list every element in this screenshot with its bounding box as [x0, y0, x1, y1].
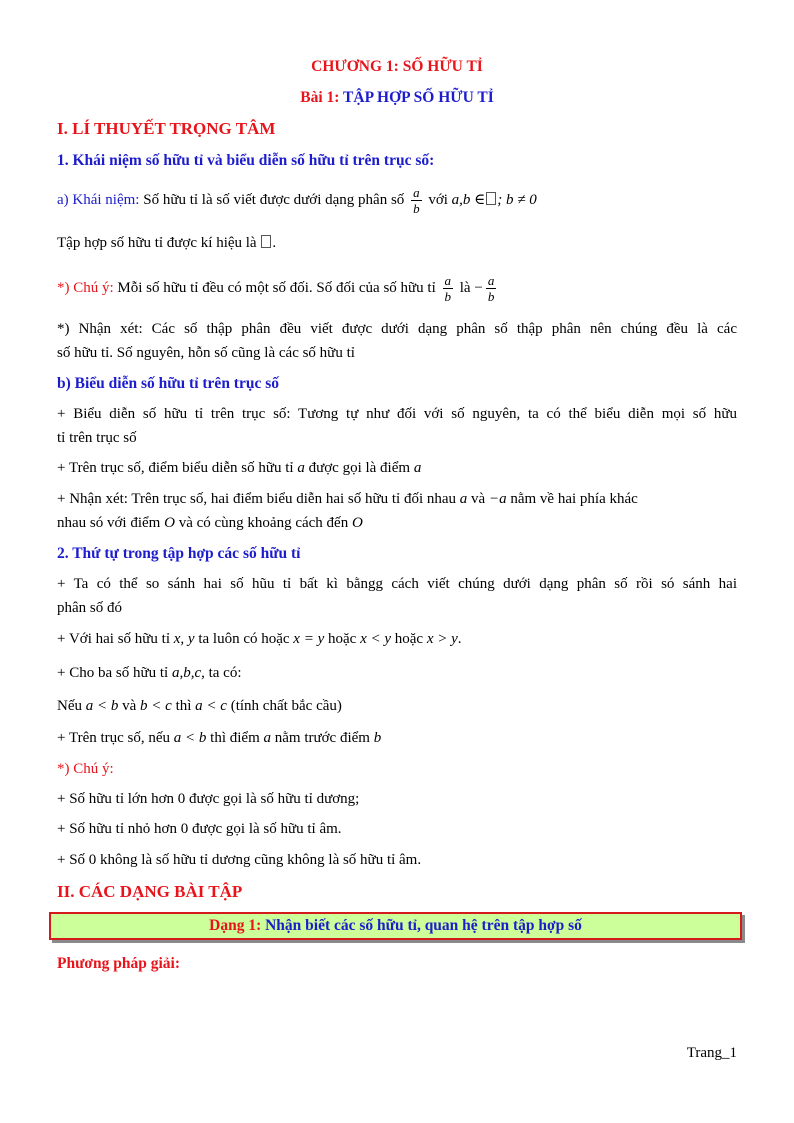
fraction-a-over-b: $\frac{a}{b}$: [413, 185, 420, 217]
fraction-a-over-b: $\frac{a}{b}$: [487, 273, 495, 305]
axis-line-3: + Trên trục số, điểm biểu diễn số hữu tỉ a được gọi là điểm a: [57, 460, 422, 476]
order-line-6: + Trên trục số, nếu a < b thì điểm a nằm trước điểm b: [57, 730, 382, 746]
page-number: Trang_1: [686, 1045, 737, 1061]
order-note-2: + Số hữu tỉ nhỏ hơn 0 được gọi là số hữu tỉ âm.: [57, 821, 342, 837]
order-line-2: phân số đó: [57, 600, 122, 616]
remark-line-1: *) Nhận xét: Các số thập phân đều viết được dưới dạng phân số thập phân nên chúng đều là các: [57, 321, 737, 337]
subsection-title-order: 2. Thứ tự trong tập hợp các số hữu tỉ: [57, 545, 301, 562]
axis-line-2: tỉ trên trục số: [57, 430, 137, 446]
axis-line-1: + Biểu diễn số hữu tỉ trên trục số: Tương tự như đối với số nguyên, ta có thể biểu diễn mọi số hữu: [57, 406, 737, 422]
subsection-title-axis: b) Biểu diễn số hữu tỉ trên trục số: [57, 375, 280, 392]
type-1-banner: Dạng 1: Nhận biết các số hữu tỉ, quan hệ trên tập hợp số: [49, 912, 742, 940]
order-line-1: + Ta có thể so sánh hai số hũu tỉ bất kì bằngg cách viết chúng dưới dạng phân số rồi só sánh hai: [57, 576, 737, 592]
method-heading: Phương pháp giải:: [57, 955, 180, 972]
fraction-a-over-b: $\frac{a}{b}$: [444, 273, 452, 305]
axis-line-4: + Nhận xét: Trên trục số, hai điểm biểu diễn hai số hữu tỉ đối nhau a và −a nằm về hai phía khác: [57, 491, 638, 507]
concept-paragraph: a) Khái niệm: Số hữu tỉ là số viết được dưới dạng phân số $\frac{a}{b}$ với a,b ∈ ; b ≠ 0: [57, 185, 537, 217]
note-opposite: *) Chú ý: Mỗi số hữu tỉ đều có một số đối. Số đối của số hữu tỉ $\frac{a}{b}$ là − $\frac{a}{b}$: [57, 273, 495, 305]
chapter-heading: CHƯƠNG 1: SỐ HỮU TỈ: [311, 58, 483, 75]
axis-line-5: nhau só với điểm O và có cùng khoảng cách đến O: [57, 515, 363, 531]
remark-line-2: số hữu tỉ. Số nguyên, hỗn số cũng là các số hữu tỉ: [57, 345, 355, 361]
section-title-theory: I. LÍ THUYẾT TRỌNG TÂM: [57, 119, 276, 138]
subsection-title-concept: 1. Khái niệm số hữu tỉ và biểu diễn số hữu tỉ trên trục số:: [57, 152, 435, 169]
order-note-3: + Số 0 không là số hữu tỉ dương cũng không là số hữu tỉ âm.: [57, 852, 422, 868]
order-line-3: + Với hai số hữu tỉ x, y ta luôn có hoặc x = y hoặc x < y hoặc x > y.: [57, 631, 462, 647]
order-note-label: *) Chú ý:: [57, 761, 114, 777]
set-q-symbol-icon: [486, 192, 496, 205]
section-title-exercises: II. CÁC DẠNG BÀI TẬP: [57, 882, 243, 901]
order-line-4: + Cho ba số hữu tỉ a,b,c, ta có:: [57, 665, 242, 681]
lesson-heading: Bài 1: TẬP HỢP SỐ HỮU TỈ: [300, 89, 494, 106]
order-note-1: + Số hữu tỉ lớn hơn 0 được gọi là số hữu tỉ dương;: [57, 791, 360, 807]
set-notation-line: Tập hợp số hữu tỉ được kí hiệu là .: [57, 235, 277, 251]
set-q-symbol-icon: [261, 235, 271, 248]
order-line-5: Nếu a < b và b < c thì a < c (tính chất bắc cầu): [57, 698, 342, 714]
